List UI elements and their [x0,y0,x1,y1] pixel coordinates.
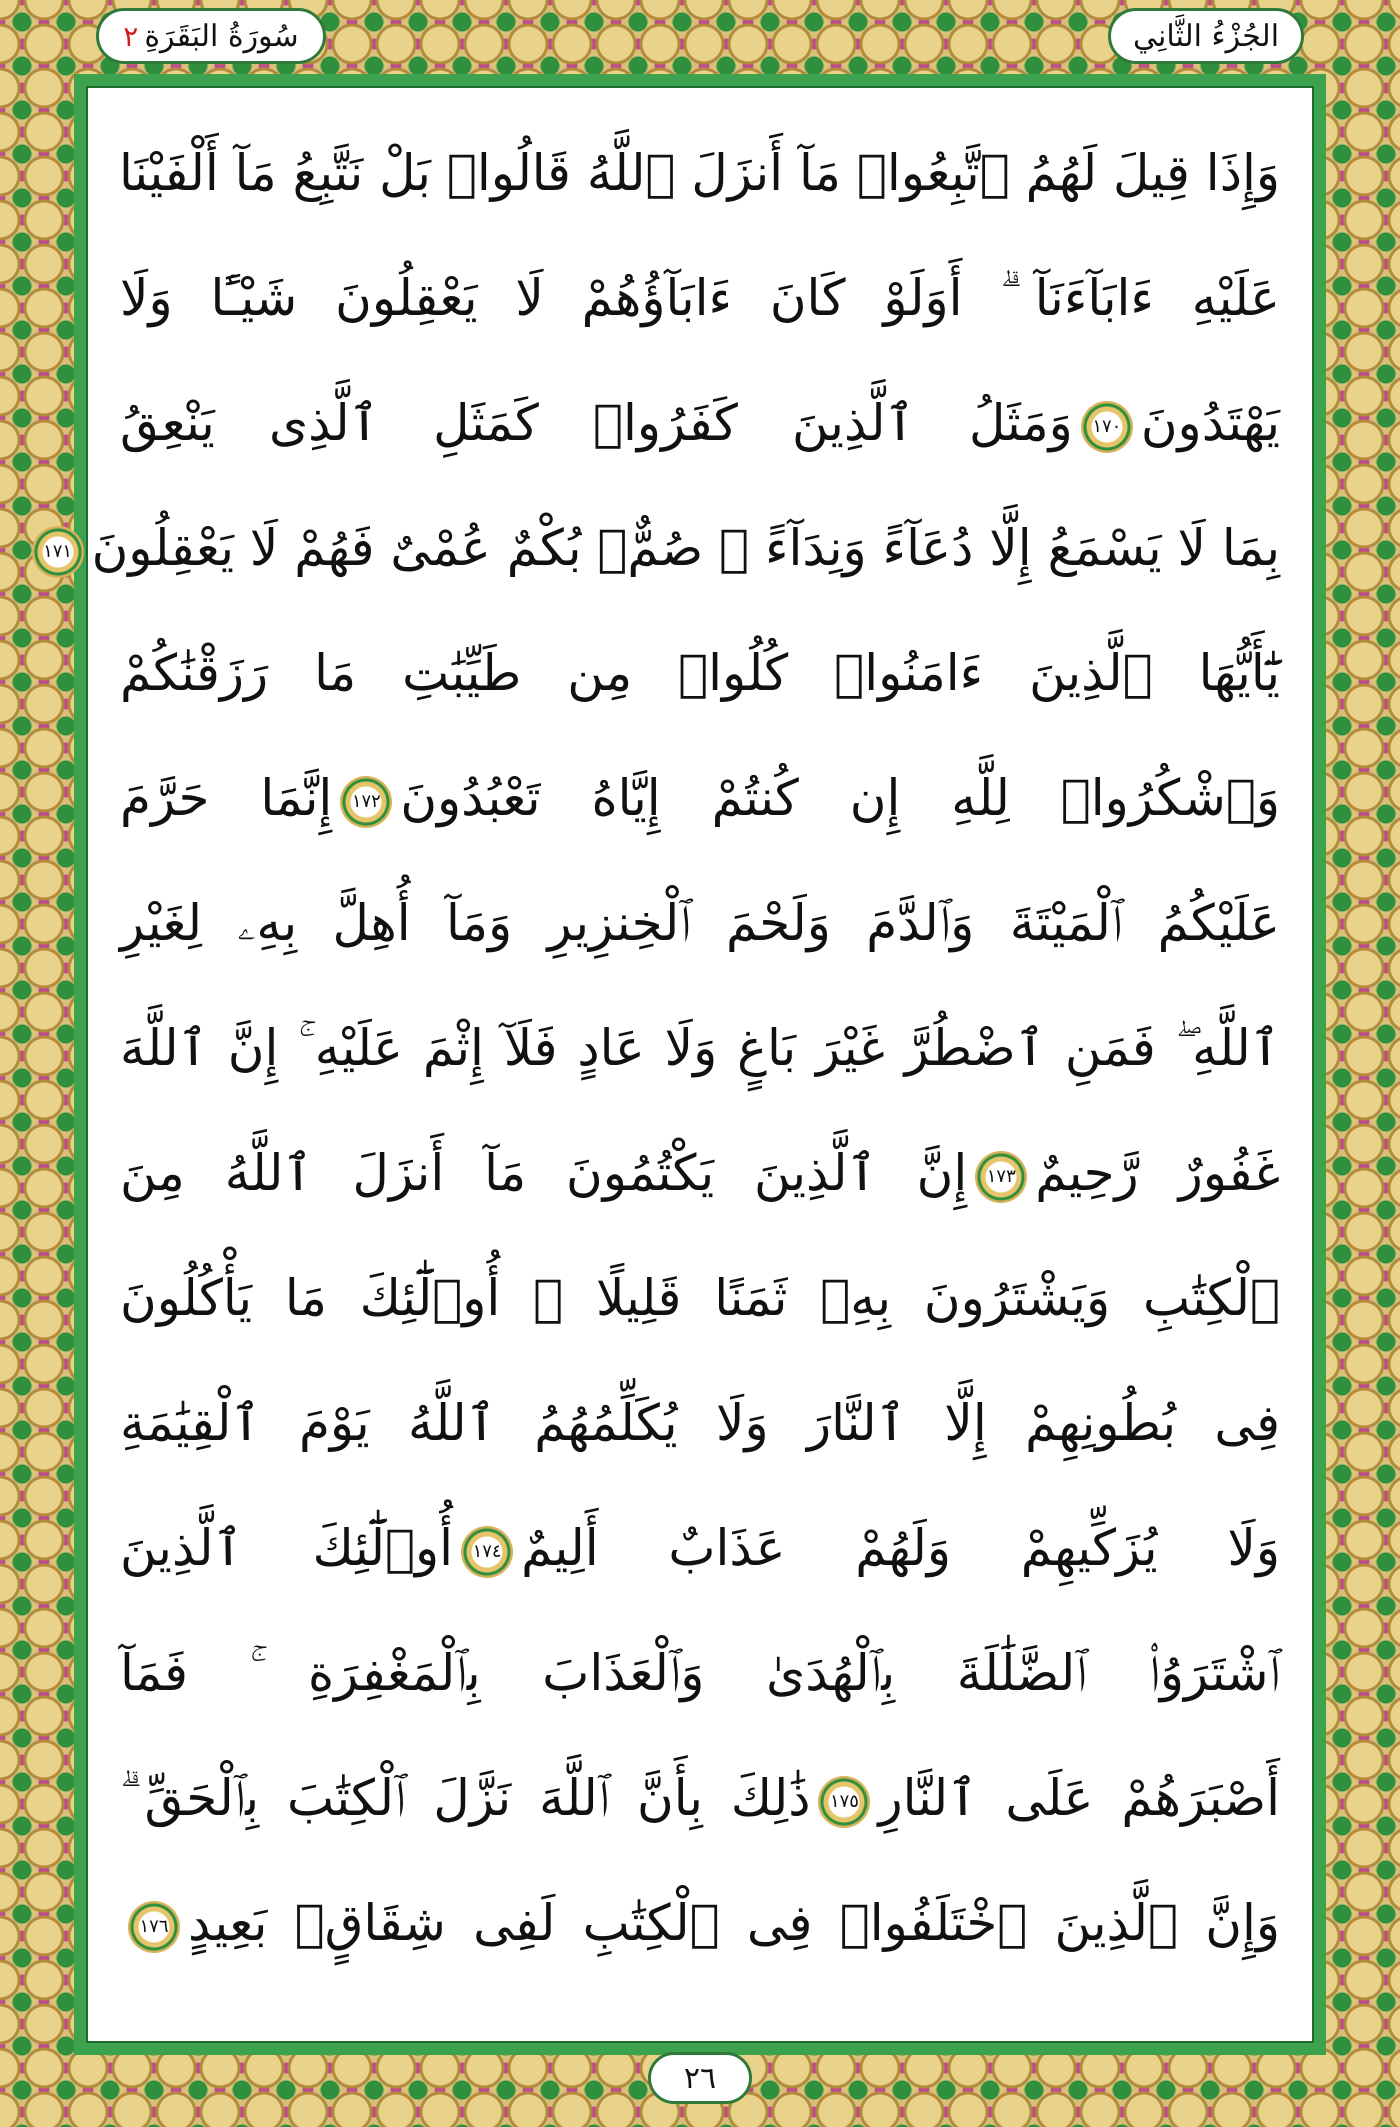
verse-line [120,868,1280,978]
verse-lines [43,118,1281,1998]
verse-text: أَصْبَرَهُمْ عَلَى ٱلنَّارِ [878,1769,1280,1827]
verse-text: وَإِذَا قِيلَ لَهُمُ ٱتَّبِعُوا۟ مَآ أَنزَلَ ٱللَّهُ قَالُوا۟ بَلْ نَتَّبِعُ مَآ أَلْفَيْنَا [118,144,1280,202]
verse-text: إِنَّمَا حَرَّمَ [120,769,333,827]
verse-text: ٱشْتَرَوُا۟ ٱلضَّلَٰلَةَ بِٱلْهُدَىٰ وَٱلْعَذَابَ بِٱلْمَغْفِرَةِ ۚ فَمَآ [120,1644,1280,1702]
verse-text: وَمَثَلُ ٱلَّذِينَ كَفَرُوا۟ كَمَثَلِ ٱلَّذِى يَنْعِقُ [120,394,1073,452]
ayah-number-marker: ١٧٣ [975,1151,1027,1203]
verse-text: عَلَيْكُمُ ٱلْمَيْتَةَ وَٱلدَّمَ وَلَحْمَ ٱلْخِنزِيرِ وَمَآ أُهِلَّ بِهِۦ لِغَيْرِ [120,894,1280,952]
ayah-number-marker: ١٧٤ [461,1526,513,1578]
verse-line [120,1743,1280,1853]
surah-name-tab [96,8,326,64]
ayah-number-marker: ١٧٦ [128,1901,180,1953]
verse-text: بِمَا لَا يَسْمَعُ إِلَّا دُعَآءً وَنِدَآءً ۚ صُمٌّۢ بُكْمٌ عُمْىٌ فَهُمْ لَا يَعْقِلُونَ [91,519,1280,577]
verse-text: ذَٰلِكَ بِأَنَّ ٱللَّهَ نَزَّلَ ٱلْكِتَٰبَ بِٱلْحَقِّ ۗ [120,1769,811,1827]
verse-text: يَهْتَدُونَ [1140,394,1280,452]
verse-line [120,118,1280,228]
verse-line [120,1118,1280,1228]
verse-text: عَلَيْهِ ءَابَآءَنَآ ۗ أَوَلَوْ كَانَ ءَابَآؤُهُمْ لَا يَعْقِلُونَ شَيْـًٔا وَلَا [120,269,1280,327]
verse-line [43,493,1280,603]
verse-line [120,1368,1280,1478]
verse-line [120,743,1280,853]
surah-name: سُورَةُ البَقَرَةِ [144,18,299,54]
verse-line [120,243,1280,353]
juz-tab [1108,8,1304,64]
ayah-number-marker: ١٧٥ [818,1776,870,1828]
verse-text: ٱللَّهِ ۖ فَمَنِ ٱضْطُرَّ غَيْرَ بَاغٍ وَلَا عَادٍ فَلَآ إِثْمَ عَلَيْهِ ۚ إِنَّ ٱللَّهَ [120,1019,1280,1077]
page-number: ٢٦ [683,2060,717,2096]
ayah-number-marker: ١٧٢ [340,776,392,828]
verse-line [120,1618,1280,1728]
verse-line [120,1868,1280,1978]
verse-text: وَإِنَّ ٱلَّذِينَ ٱخْتَلَفُوا۟ فِى ٱلْكِتَٰبِ لَفِى شِقَاقٍۭ بَعِيدٍ [188,1894,1280,1952]
verse-text: يَٰٓأَيُّهَا ٱلَّذِينَ ءَامَنُوا۟ كُلُوا۟ مِن طَيِّبَٰتِ مَا رَزَقْنَٰكُمْ [120,644,1280,702]
verse-text: فِى بُطُونِهِمْ إِلَّا ٱلنَّارَ وَلَا يُكَلِّمُهُمُ ٱللَّهُ يَوْمَ ٱلْقِيَٰمَةِ [120,1394,1280,1452]
verse-text: وَلَا يُزَكِّيهِمْ وَلَهُمْ عَذَابٌ أَلِيمٌ [521,1519,1280,1577]
ayah-number-marker: ١٧١ [32,526,84,578]
verse-line [120,993,1280,1103]
juz-label: الجُزْءُ الثَّانِي [1132,18,1280,54]
verse-text: إِنَّ ٱلَّذِينَ يَكْتُمُونَ مَآ أَنزَلَ ٱللَّهُ مِنَ [120,1144,968,1202]
verse-line [120,618,1280,728]
page-number-box [648,2052,752,2104]
verse-text: أُو۟لَٰٓئِكَ ٱلَّذِينَ [120,1519,454,1577]
verse-text: غَفُورٌ رَّحِيمٌ [1035,1144,1280,1202]
surah-number: ٢ [123,19,139,53]
ayah-number-marker: ١٧٠ [1081,401,1133,453]
verse-line [120,1493,1280,1603]
verse-text: وَٱشْكُرُوا۟ لِلَّهِ إِن كُنتُمْ إِيَّاهُ تَعْبُدُونَ [400,769,1281,827]
verse-text: ٱلْكِتَٰبِ وَيَشْتَرُونَ بِهِۦ ثَمَنًا قَلِيلًا ۙ أُو۟لَٰٓئِكَ مَا يَأْكُلُونَ [120,1269,1280,1327]
verse-line [120,1243,1280,1353]
verse-line [120,368,1280,478]
